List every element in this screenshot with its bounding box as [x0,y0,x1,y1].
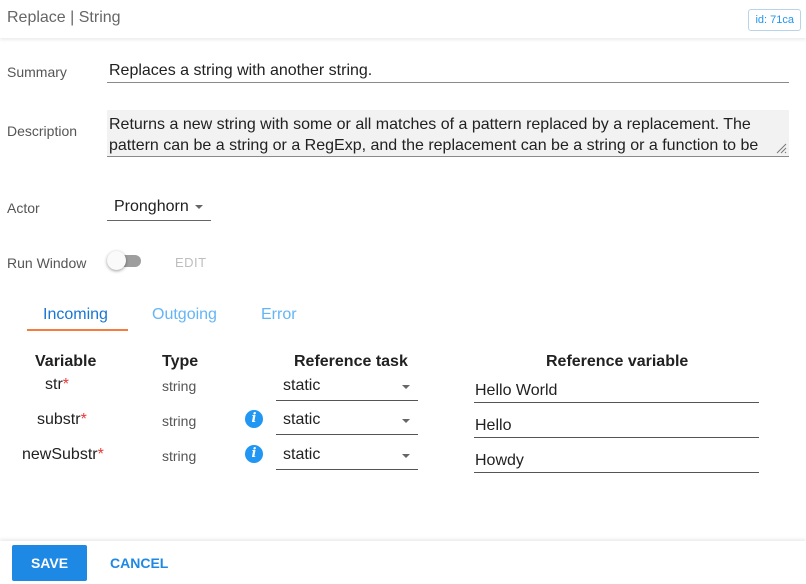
run-window-toggle[interactable] [107,254,143,268]
info-icon[interactable]: i [245,445,263,463]
reference-task-value: static [283,377,321,394]
caret-down-icon [195,205,203,209]
description-textarea[interactable] [107,110,789,157]
reference-variable-value: Howdy [475,452,524,469]
variable-name: str* [45,376,70,393]
toggle-thumb [107,251,126,270]
required-marker: * [97,446,104,463]
info-icon[interactable]: i [245,410,263,428]
cancel-button[interactable]: CANCEL [110,555,169,571]
tab-error[interactable]: Error [261,306,297,323]
required-marker: * [62,376,70,393]
caret-down-icon [402,454,410,458]
summary-input[interactable] [107,56,789,83]
reference-task-select[interactable] [276,408,418,435]
reference-variable-input[interactable] [474,446,759,473]
page-title: Replace | String [7,9,121,26]
caret-down-icon [402,419,410,423]
required-marker: * [80,411,87,428]
reference-variable-input[interactable] [474,376,759,403]
reference-variable-value: Hello [475,417,512,434]
header-bar [0,0,806,38]
active-tab-indicator [27,329,128,331]
run-window-label: Run Window [7,255,87,271]
header-reference-variable: Reference variable [546,353,689,370]
id-badge: id: 71ca [748,9,801,31]
footer-bar [0,541,806,584]
reference-variable-input[interactable] [474,411,759,438]
variable-name: newSubstr* [22,446,104,463]
actor-label: Actor [7,200,40,216]
reference-task-select[interactable] [276,443,418,470]
summary-label: Summary [7,64,67,80]
header-variable: Variable [35,353,97,370]
reference-variable-value: Hello World [475,382,558,399]
resize-grip-icon[interactable] [775,142,787,154]
actor-select[interactable] [107,194,211,221]
description-label: Description [7,123,78,139]
description-value: Returns a new string with some or all matches of a pattern replaced by a replacement. The pattern can be a string or a RegExp, and the replacement can be a string or a function to be [109,116,759,154]
tab-outgoing[interactable]: Outgoing [152,306,217,323]
caret-down-icon [402,385,410,389]
variable-type: string [162,448,197,464]
reference-task-value: static [283,411,321,428]
run-window-edit-button[interactable]: EDIT [175,255,207,270]
header-reference-task: Reference task [294,353,408,370]
reference-task-value: static [283,446,321,463]
variable-type: string [162,413,197,429]
actor-value: Pronghorn [114,198,189,215]
variable-name: substr* [37,411,87,428]
header-type: Type [162,353,199,370]
tab-incoming[interactable]: Incoming [43,306,108,323]
reference-task-select[interactable] [276,374,418,401]
variable-type: string [162,378,197,394]
save-button[interactable]: SAVE [12,545,87,581]
summary-value: Replaces a string with another string. [109,62,373,79]
